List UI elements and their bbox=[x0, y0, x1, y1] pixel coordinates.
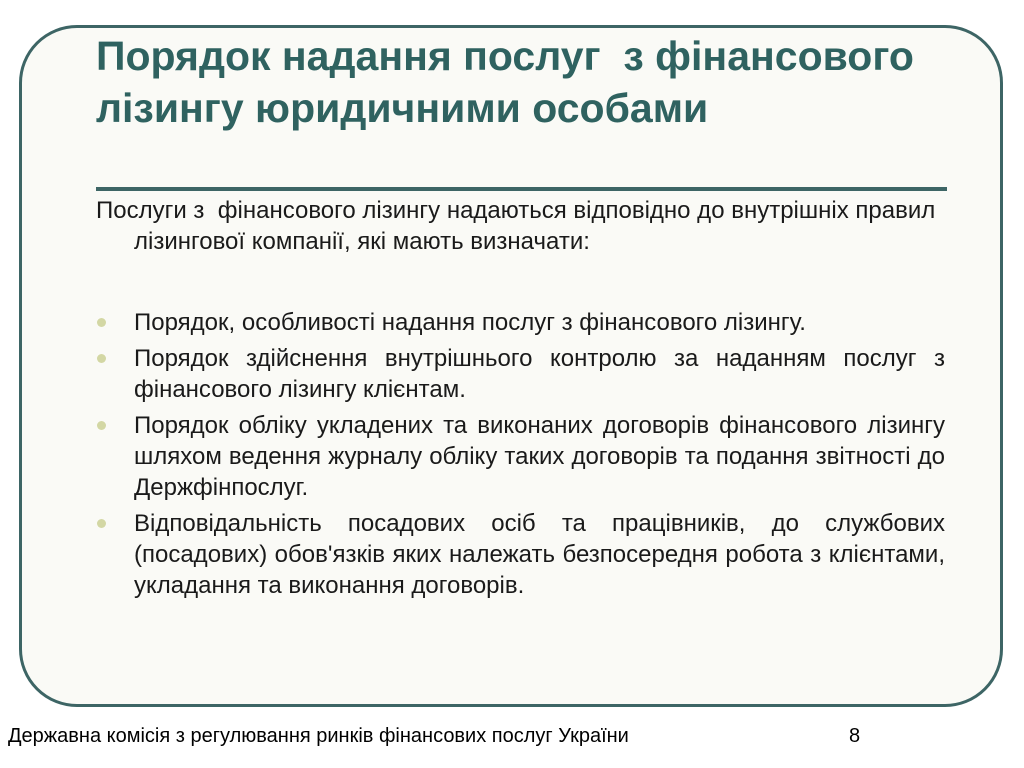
bullet-dot-icon bbox=[97, 421, 106, 430]
bullet-text: Порядок обліку укладених та виконаних договорів фінансового лізингу шляхом ведення журналу обліку таких договорів та подання звітності до Держфінпослуг. bbox=[134, 412, 945, 501]
page-number: 8 bbox=[849, 725, 861, 747]
slide-title: Порядок надання послуг з фінансового лізингу юридичними особами bbox=[96, 33, 926, 131]
bullet-text: Відповідальність посадових осіб та працівників, до службових (посадових) обов'язків яких належать безпосередня робота з клієнтами, укладання та виконання договорів. bbox=[134, 510, 945, 599]
bullet-item bbox=[96, 307, 945, 338]
bullet-item bbox=[96, 343, 945, 405]
intro-paragraph: Послуги з фінансового лізингу надаються відповідно до внутрішніх правил лізингової компанії, які мають визначати: bbox=[96, 197, 942, 255]
bullet-dot-icon bbox=[97, 519, 106, 528]
bullet-item bbox=[96, 508, 945, 601]
bullet-list bbox=[96, 307, 945, 601]
title-underline bbox=[96, 187, 947, 191]
bullet-item bbox=[96, 410, 945, 503]
bullet-text: Порядок здійснення внутрішнього контролю за наданням послуг з фінансового лізингу клієнтам. bbox=[134, 345, 945, 403]
bullet-dot-icon bbox=[97, 354, 106, 363]
footer-organization: Державна комісія з регулювання ринків фінансових послуг України bbox=[8, 725, 629, 747]
bullet-dot-icon bbox=[97, 318, 106, 327]
slide-content bbox=[96, 195, 945, 606]
bullet-text: Порядок, особливості надання послуг з фінансового лізингу. bbox=[134, 309, 806, 336]
